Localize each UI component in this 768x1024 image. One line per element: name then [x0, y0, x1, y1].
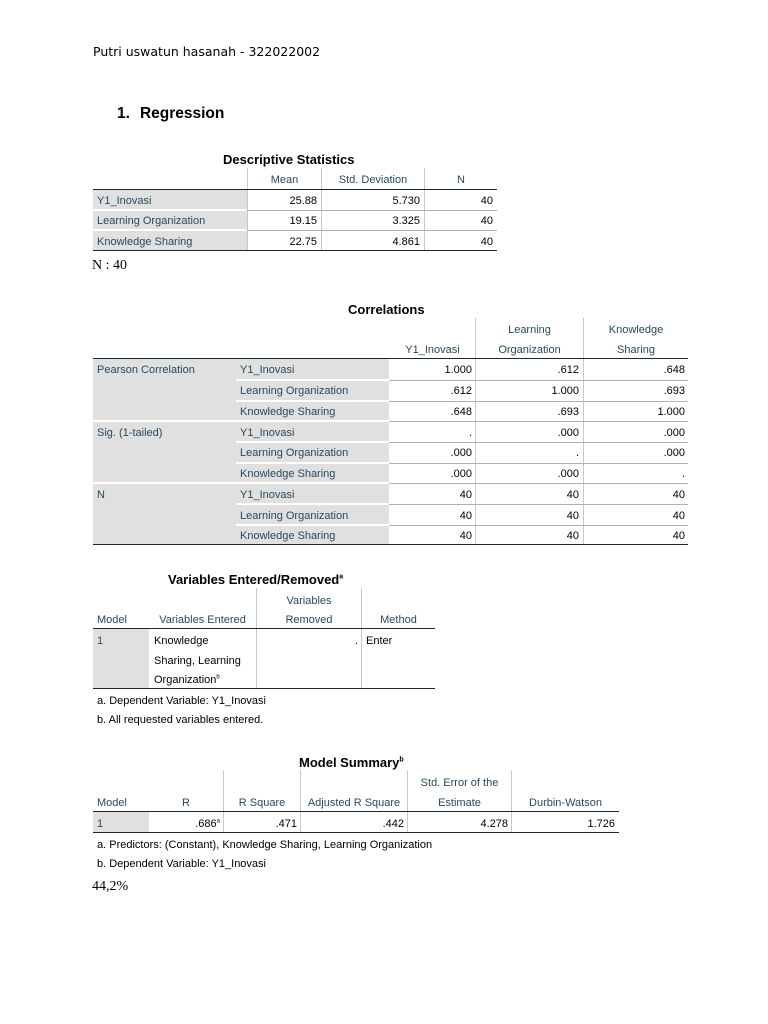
row-label-knowledge-sharing: Knowledge Sharing [240, 468, 336, 480]
row-label-learning-organization: Learning Organization [240, 385, 349, 397]
n-cell: 40 [459, 489, 472, 501]
correlations-title: Correlations [348, 302, 425, 317]
row-label-y1-inovasi: Y1_Inovasi [240, 427, 295, 439]
col-header-variables-entered: Variables Entered [159, 614, 246, 626]
col-header-durbin-watson: Durbin-Watson [529, 797, 602, 809]
col-header-n: N [457, 174, 465, 186]
adjusted-r-square-cell: .442 [382, 818, 404, 830]
n-cell: 40 [566, 489, 579, 501]
row-label-y1-inovasi: Y1_Inovasi [240, 489, 295, 501]
n-cell: 40 [459, 510, 472, 522]
sig-cell: .000 [557, 427, 579, 439]
corr-cell: 1.000 [444, 364, 472, 376]
durbin-watson-cell: 1.726 [587, 818, 615, 830]
footnote-b: b. All requested variables entered. [97, 714, 264, 726]
col-header-learning-line1: Learning [508, 324, 551, 336]
sig-cell: .000 [663, 447, 685, 459]
corr-cell: .693 [557, 406, 579, 418]
col-header-model: Model [97, 614, 127, 626]
cell-std-deviation: 4.861 [392, 236, 420, 248]
col-header-removed-line2: Removed [285, 614, 333, 626]
col-header-learning-line2: Organization [498, 344, 561, 356]
n-note: N : 40 [92, 258, 127, 273]
footnote-a: a. Predictors: (Constant), Knowledge Sharing, Learning Organization [97, 839, 433, 851]
corr-cell: .612 [450, 385, 472, 397]
cell-n: 40 [480, 215, 493, 227]
row-label-learning-organization: Learning Organization [97, 215, 206, 227]
row-label-learning-organization: Learning Organization [240, 447, 349, 459]
std-error-cell: 4.278 [480, 818, 508, 830]
variables-entered-line1: Knowledge [154, 635, 209, 647]
author-line: Putri uswatun hasanah - 322022002 [93, 44, 321, 59]
variables-entered-title: Variables Entered/Removed$^a$ [168, 572, 344, 587]
col-header-knowledge-line1: Knowledge [608, 324, 664, 336]
col-header-method: Method [380, 614, 417, 626]
col-header-knowledge-line2: Sharing [617, 344, 655, 356]
col-header-adjusted-r-square: Adjusted R Square [307, 797, 401, 809]
r-cell: .686$^a$ [195, 818, 220, 830]
variables-entered-line2: Sharing, Learning [154, 655, 241, 667]
method-cell: Enter [366, 635, 393, 647]
corr-cell: .612 [557, 364, 579, 376]
sig-cell: . [681, 468, 685, 480]
variables-entered-line3: Organization$^b$ [154, 674, 220, 686]
n-cell: 40 [672, 489, 685, 501]
footnote-a: a. Dependent Variable: Y1_Inovasi [97, 695, 266, 707]
col-header-se-line2: Estimate [438, 797, 481, 809]
cell-mean: 19.15 [289, 215, 317, 227]
footnote-b: b. Dependent Variable: Y1_Inovasi [97, 858, 266, 870]
n-cell: 40 [672, 530, 685, 542]
col-header-mean: Mean [270, 174, 299, 186]
n-cell: 40 [459, 530, 472, 542]
col-header-removed-line1: Variables [286, 595, 332, 607]
n-cell: 40 [672, 510, 685, 522]
cell-n: 40 [480, 236, 493, 248]
sig-cell: .000 [450, 468, 472, 480]
cell-std-deviation: 5.730 [392, 195, 420, 207]
n-cell: 40 [566, 530, 579, 542]
model-summary-title: Model Summary$^b$ [299, 755, 404, 770]
col-header-r-square: R Square [238, 797, 286, 809]
sig-cell: .000 [557, 468, 579, 480]
row-label-learning-organization: Learning Organization [240, 510, 349, 522]
group-label-n: N [97, 489, 105, 501]
result-note: 44,2% [92, 879, 129, 894]
sig-cell: . [575, 447, 579, 459]
row-label-model-1: 1 [97, 818, 104, 830]
corr-cell: .693 [663, 385, 685, 397]
row-label-knowledge-sharing: Knowledge Sharing [97, 236, 193, 248]
section-title: Regression [139, 105, 225, 122]
col-header-se-line1: Std. Error of the [420, 777, 499, 789]
cell-n: 40 [480, 195, 493, 207]
cell-mean: 25.88 [289, 195, 317, 207]
sig-cell: . [468, 427, 472, 439]
col-header-std-deviation: Std. Deviation [338, 174, 408, 186]
row-label-knowledge-sharing: Knowledge Sharing [240, 406, 336, 418]
sig-cell: .000 [450, 447, 472, 459]
section-heading [117, 105, 224, 123]
descriptive-title: Descriptive Statistics [223, 152, 355, 167]
row-label-knowledge-sharing: Knowledge Sharing [240, 530, 336, 542]
corr-cell: .648 [663, 364, 685, 376]
variables-removed-cell: . [354, 635, 358, 647]
col-header-y1-inovasi: Y1_Inovasi [405, 344, 460, 356]
cell-mean: 22.75 [289, 236, 317, 248]
col-header-model: Model [97, 797, 127, 809]
sig-cell: .000 [663, 427, 685, 439]
corr-cell: 1.000 [551, 385, 579, 397]
group-label-sig: Sig. (1-tailed) [97, 427, 163, 439]
group-label-pearson: Pearson Correlation [97, 364, 195, 376]
row-label-y1-inovasi: Y1_Inovasi [240, 364, 295, 376]
section-number: 1. [117, 105, 130, 122]
r-square-cell: .471 [275, 818, 297, 830]
cell-std-deviation: 3.325 [392, 215, 420, 227]
n-cell: 40 [566, 510, 579, 522]
col-header-r: R [182, 797, 190, 809]
corr-cell: .648 [450, 406, 472, 418]
row-label-model-1: 1 [97, 635, 104, 647]
corr-cell: 1.000 [657, 406, 685, 418]
row-label-y1-inovasi: Y1_Inovasi [97, 195, 152, 207]
